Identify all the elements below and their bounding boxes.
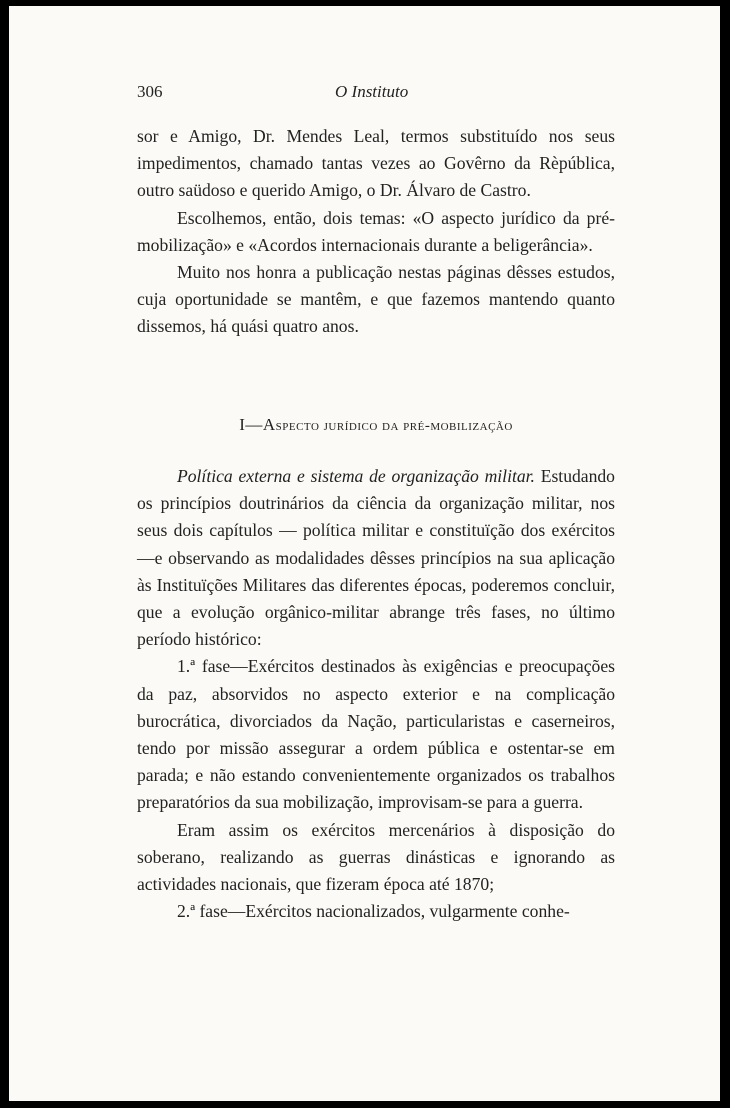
subsection-title: Política externa e sistema de organização militar. <box>177 466 535 486</box>
body-paragraph-2: 1.ª fase—Exércitos destinados às exigências e preocupações da paz, absorvidos no aspecto exterior e na complicação burocrática, divorciados da Nação, particularistas e caserneiros, tendo por missão assegurar a ordem pública e ostentar-se em parada; e não estando convenientemente organizados os trabalhos preparatórios da sua mobilização, improvisam-se para a guerra. <box>137 656 615 813</box>
body-paragraph-1-text: Estudando os princípios doutrinários da ciência da organização militar, nos seus dois capítulos — política militar e constituïção dos exércitos—e observando as modalidades dêsses princípios na sua aplicação às Instituïções Militares das diferentes épocas, poderemos concluir, que a evolução orgânico-militar abrange três fases, no último período histórico: <box>137 466 615 650</box>
intro-text <box>137 123 615 341</box>
section-heading-prefix: I—A <box>239 415 276 434</box>
intro-paragraph-2: Escolhemos, então, dois temas: «O aspecto jurídico da pré-mobilização» e «Acordos internacionais durante a beligerância». <box>137 207 615 255</box>
section-heading <box>137 415 615 435</box>
page-header <box>137 76 615 106</box>
body-paragraph-1 <box>137 463 615 653</box>
section-heading-rest: specto jurídico da pré-mobilização <box>275 418 513 434</box>
page-number: 306 <box>137 82 163 101</box>
body-paragraph-4: 2.ª fase—Exércitos nacionalizados, vulgarmente conhe- <box>177 901 570 922</box>
running-title: O Instituto <box>335 82 409 101</box>
body-text <box>137 463 615 925</box>
intro-paragraph-3: Muito nos honra a publicação nestas páginas dêsses estudos, cuja oportunidade se mantêm, e que fazemos mantendo quanto dissemos, há quási quatro anos. <box>137 262 615 337</box>
body-paragraph-3: Eram assim os exércitos mercenários à disposição do soberano, realizando as guerras dinásticas e ignorando as actividades nacionais, que fizeram época até 1870; <box>137 819 615 895</box>
intro-paragraph-1: sor e Amigo, Dr. Mendes Leal, termos substituído nos seus impedimentos, chamado tantas vezes ao Govêrno da Rèpública, outro saüdoso e querido Amigo, o Dr. Álvaro de Castro. <box>137 126 615 201</box>
